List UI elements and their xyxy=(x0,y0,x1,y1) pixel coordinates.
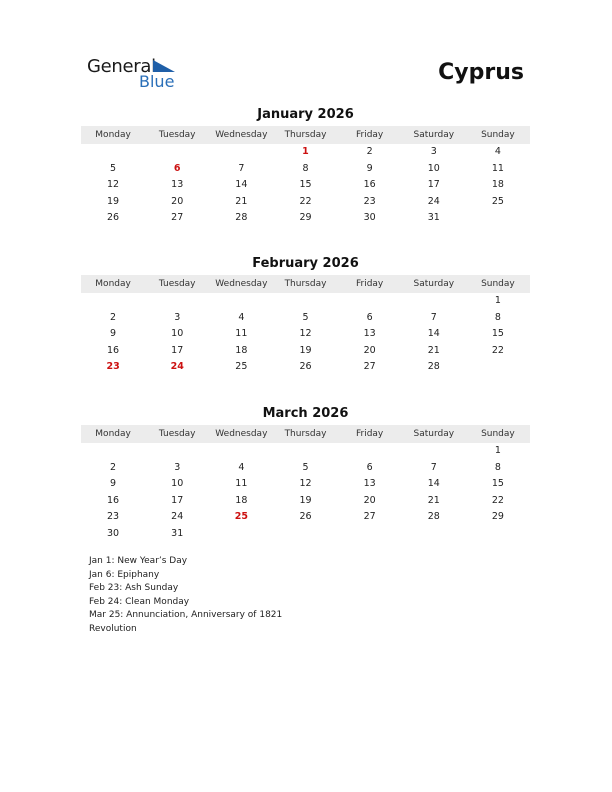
day-cell: 23 xyxy=(107,511,120,523)
weekday-label: Friday xyxy=(355,429,384,439)
day-cell: 27 xyxy=(171,212,184,224)
week-row xyxy=(81,343,530,360)
day-cell: 27 xyxy=(363,511,376,523)
day-cell: 9 xyxy=(366,162,373,174)
day-cell: 16 xyxy=(363,179,376,191)
week-row xyxy=(81,177,530,194)
day-cell: 26 xyxy=(299,361,312,373)
day-cell xyxy=(81,293,145,310)
day-cell: 30 xyxy=(107,527,120,539)
week-row xyxy=(81,144,530,161)
holiday-day-cell: 6 xyxy=(173,162,181,174)
day-cell: 9 xyxy=(110,328,117,340)
day-cell: 26 xyxy=(299,511,312,523)
day-cell: 3 xyxy=(430,146,437,157)
day-cell xyxy=(209,443,273,460)
day-cell: 17 xyxy=(427,179,440,191)
day-cell: 27 xyxy=(363,361,376,373)
day-cell: 21 xyxy=(427,344,440,356)
weekday-label: Thursday xyxy=(284,279,327,289)
holiday-note: Mar 25: Annunciation, Anniversary of 1821 xyxy=(89,610,283,621)
day-cell: 15 xyxy=(491,478,504,490)
day-cell: 14 xyxy=(235,179,248,191)
day-cell: 12 xyxy=(299,328,312,340)
weekday-label: Wednesday xyxy=(215,279,268,289)
weekday-label: Saturday xyxy=(413,429,455,439)
day-cell: 11 xyxy=(491,162,504,174)
day-cell: 24 xyxy=(427,195,440,207)
day-cell: 26 xyxy=(107,212,120,224)
day-cell xyxy=(338,293,402,310)
week-row xyxy=(81,509,530,526)
holiday-notes xyxy=(89,555,309,637)
weekday-label: Friday xyxy=(355,130,384,140)
day-cell: 1 xyxy=(494,445,501,456)
month-february xyxy=(81,255,530,376)
day-cell xyxy=(145,144,209,161)
day-cell: 18 xyxy=(235,344,248,356)
day-cell: 20 xyxy=(363,344,376,356)
day-cell xyxy=(209,526,273,543)
day-cell xyxy=(81,443,145,460)
day-cell: 16 xyxy=(107,344,120,356)
country-title: Cyprus xyxy=(438,60,524,85)
day-cell xyxy=(209,293,273,310)
day-cell xyxy=(273,443,337,460)
day-cell: 14 xyxy=(427,478,440,490)
day-cell: 10 xyxy=(171,478,184,490)
day-cell xyxy=(466,359,530,376)
day-cell: 23 xyxy=(363,195,376,207)
day-cell: 2 xyxy=(366,146,373,157)
day-cell xyxy=(402,293,466,310)
day-cell: 17 xyxy=(171,344,184,356)
holiday-note: Jan 1: New Year’s Day xyxy=(89,556,188,566)
day-cell xyxy=(402,443,466,460)
day-cell: 5 xyxy=(110,162,117,174)
day-cell: 13 xyxy=(363,328,376,340)
day-cell: 22 xyxy=(299,195,312,207)
weekday-label: Tuesday xyxy=(158,130,196,140)
weekday-header-row xyxy=(81,275,530,293)
day-cell: 12 xyxy=(107,179,120,191)
day-cell: 28 xyxy=(427,511,440,523)
holiday-day-cell: 24 xyxy=(170,361,184,373)
day-cell: 15 xyxy=(491,328,504,340)
day-cell: 14 xyxy=(427,328,440,340)
day-cell: 18 xyxy=(491,179,504,191)
day-cell: 22 xyxy=(491,494,504,506)
day-cell: 21 xyxy=(235,195,248,207)
day-cell: 24 xyxy=(171,511,184,523)
month-title: January 2026 xyxy=(257,107,354,122)
day-cell: 31 xyxy=(171,527,184,539)
weekday-label: Saturday xyxy=(413,279,455,289)
day-cell: 1 xyxy=(494,295,501,306)
week-row xyxy=(81,310,530,327)
weekday-label: Monday xyxy=(95,130,131,140)
day-cell: 7 xyxy=(238,162,245,174)
holiday-note: Revolution xyxy=(89,623,137,634)
day-cell: 10 xyxy=(427,162,440,174)
weekday-label: Tuesday xyxy=(158,279,196,289)
day-cell xyxy=(338,443,402,460)
logo-general-text: General xyxy=(87,56,156,77)
day-cell: 15 xyxy=(299,179,312,191)
week-row xyxy=(81,194,530,211)
holiday-note: Feb 23: Ash Sunday xyxy=(89,583,179,594)
weekday-label: Thursday xyxy=(284,429,327,439)
weekday-label: Monday xyxy=(95,279,131,289)
day-cell: 5 xyxy=(302,311,309,323)
day-cell: 2 xyxy=(110,311,117,323)
day-cell: 8 xyxy=(494,461,501,473)
day-cell: 8 xyxy=(494,311,501,323)
day-cell xyxy=(273,293,337,310)
day-cell: 25 xyxy=(235,361,248,373)
day-cell: 13 xyxy=(363,478,376,490)
day-cell: 7 xyxy=(430,461,437,473)
day-cell xyxy=(402,526,466,543)
weekday-label: Sunday xyxy=(481,130,515,140)
day-cell: 11 xyxy=(235,478,248,490)
weekday-label: Thursday xyxy=(284,130,327,140)
day-cell: 19 xyxy=(299,494,312,506)
holiday-day-cell: 25 xyxy=(234,511,248,523)
day-cell: 11 xyxy=(235,328,248,340)
weekday-label: Tuesday xyxy=(158,429,196,439)
week-row xyxy=(81,359,530,376)
logo xyxy=(87,56,187,92)
logo-blue-text: Blue xyxy=(139,72,175,91)
week-row xyxy=(81,526,530,543)
month-title: February 2026 xyxy=(252,256,359,271)
holiday-day-cell: 23 xyxy=(106,361,120,373)
day-cell: 18 xyxy=(235,494,248,506)
day-cell xyxy=(145,443,209,460)
day-cell: 4 xyxy=(238,461,245,473)
day-cell: 4 xyxy=(238,311,245,323)
day-cell: 5 xyxy=(302,461,309,473)
day-cell: 21 xyxy=(427,494,440,506)
day-cell: 25 xyxy=(491,195,504,207)
weekday-label: Sunday xyxy=(481,279,515,289)
day-cell xyxy=(209,144,273,161)
day-cell: 29 xyxy=(299,212,312,224)
weekday-header-row xyxy=(81,425,530,443)
day-cell xyxy=(81,144,145,161)
day-cell: 3 xyxy=(174,311,181,323)
day-cell: 31 xyxy=(427,212,440,224)
day-cell xyxy=(273,526,337,543)
holiday-note: Feb 24: Clean Monday xyxy=(89,596,190,607)
day-cell: 17 xyxy=(171,494,184,506)
day-cell: 10 xyxy=(171,328,184,340)
day-cell: 16 xyxy=(107,494,120,506)
day-cell: 19 xyxy=(299,344,312,356)
weekday-label: Saturday xyxy=(413,130,455,140)
day-cell: 20 xyxy=(363,494,376,506)
weekday-label: Friday xyxy=(355,279,384,289)
day-cell: 29 xyxy=(491,511,504,523)
weekday-label: Sunday xyxy=(481,429,515,439)
day-cell: 2 xyxy=(110,461,117,473)
day-cell: 13 xyxy=(171,179,184,191)
week-row xyxy=(81,460,530,477)
weekday-label: Monday xyxy=(95,429,131,439)
week-row xyxy=(81,476,530,493)
holiday-note: Jan 6: Epiphany xyxy=(89,569,160,580)
day-cell: 28 xyxy=(427,361,440,373)
weekday-label: Wednesday xyxy=(215,429,268,439)
holiday-day-cell: 1 xyxy=(302,146,309,157)
day-cell: 20 xyxy=(171,195,184,207)
month-title: March 2026 xyxy=(262,406,349,421)
day-cell: 9 xyxy=(110,478,117,490)
week-row xyxy=(81,293,530,310)
day-cell xyxy=(466,210,530,227)
day-cell: 6 xyxy=(366,311,373,323)
week-row xyxy=(81,326,530,343)
week-row xyxy=(81,493,530,510)
week-row xyxy=(81,210,530,227)
day-cell: 8 xyxy=(302,162,309,174)
week-row xyxy=(81,161,530,178)
month-january xyxy=(81,106,530,227)
day-cell: 28 xyxy=(235,212,248,224)
week-row xyxy=(81,443,530,460)
weekday-header-row xyxy=(81,126,530,144)
day-cell xyxy=(338,526,402,543)
day-cell xyxy=(145,293,209,310)
day-cell: 12 xyxy=(299,478,312,490)
weekday-label: Wednesday xyxy=(215,130,268,140)
day-cell: 3 xyxy=(174,461,181,473)
day-cell: 22 xyxy=(491,344,504,356)
day-cell: 4 xyxy=(494,146,501,157)
day-cell xyxy=(466,526,530,543)
day-cell: 6 xyxy=(366,461,373,473)
month-march xyxy=(81,405,530,543)
day-cell: 7 xyxy=(430,311,437,323)
logo-triangle-icon xyxy=(153,60,175,72)
day-cell: 30 xyxy=(363,212,376,224)
day-cell: 19 xyxy=(107,195,120,207)
